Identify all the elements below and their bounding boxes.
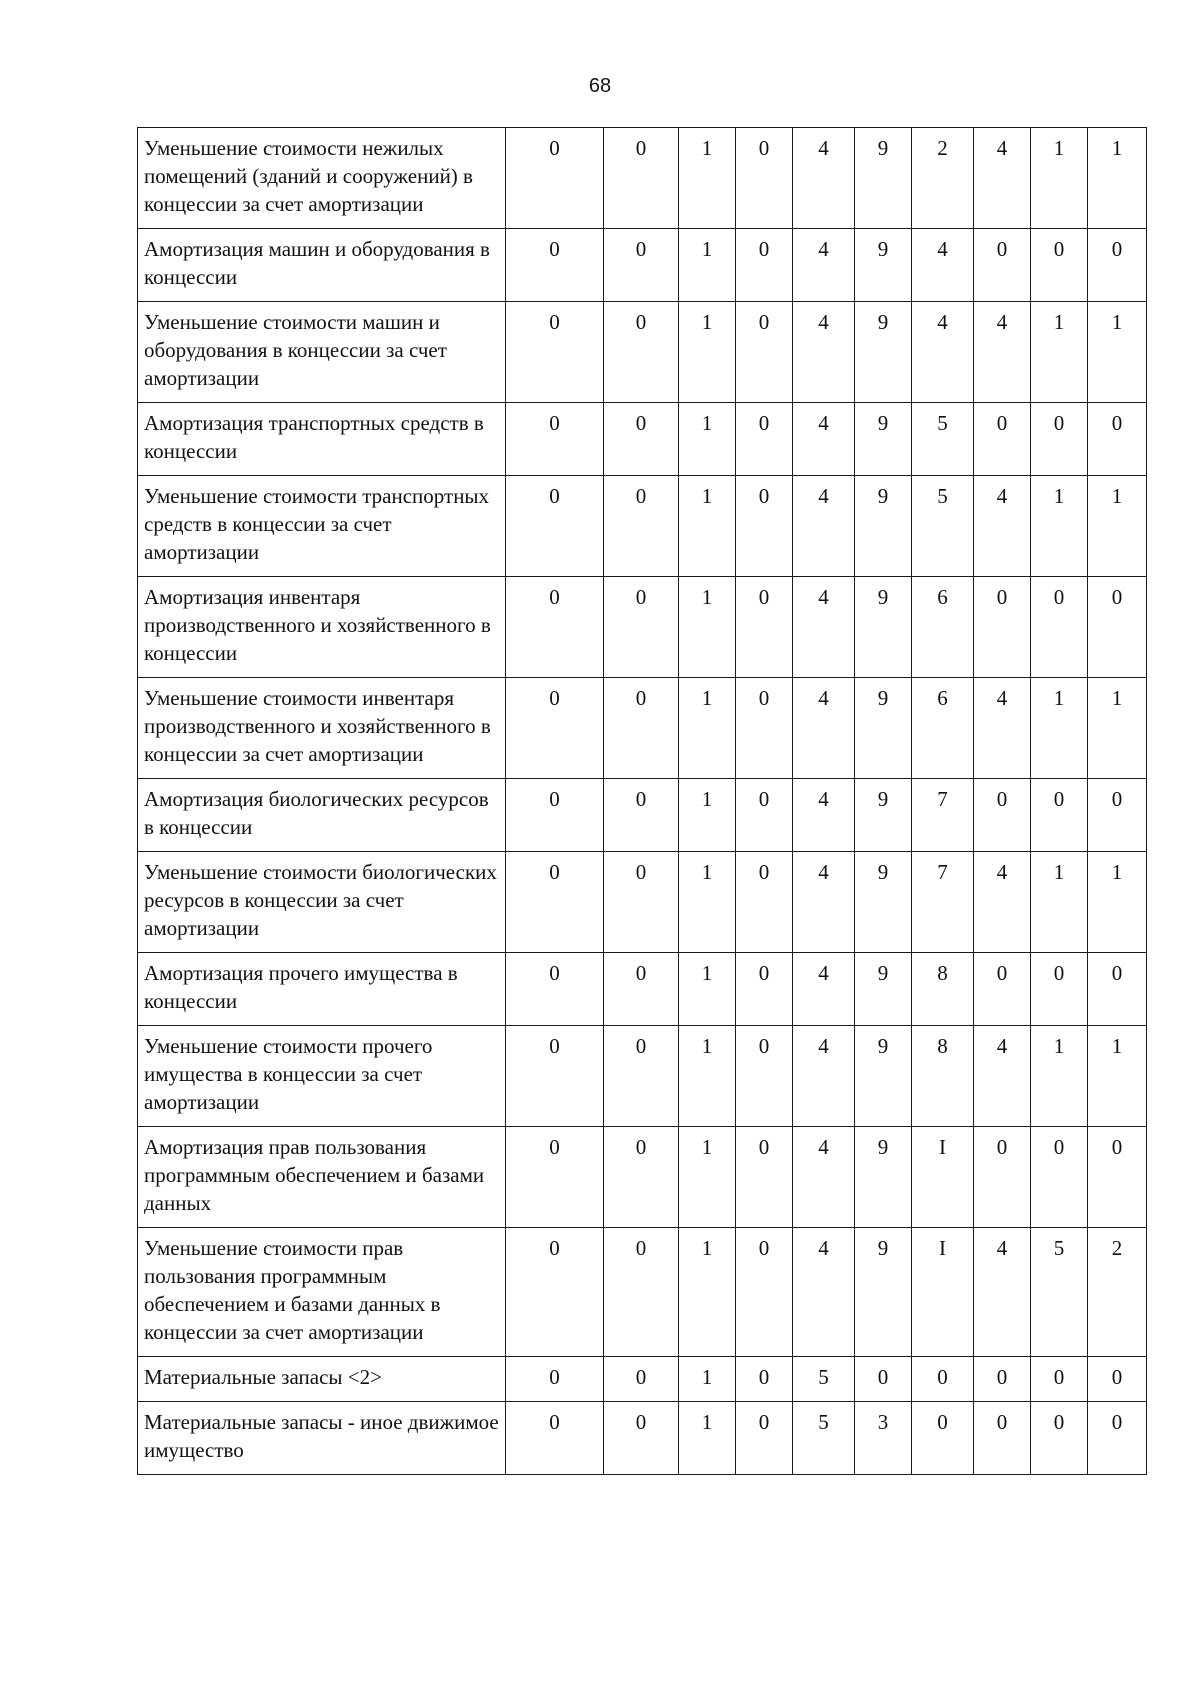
code-digit-3: 1 [679, 953, 736, 1026]
table-row [138, 577, 1147, 678]
code-digit-6: 9 [855, 779, 912, 852]
code-digit-10: 0 [1088, 779, 1147, 852]
code-digit-1: 0 [506, 678, 604, 779]
code-digit-5: 4 [793, 678, 855, 779]
code-digit-6: 9 [855, 1026, 912, 1127]
code-digit-8: 4 [974, 128, 1031, 229]
code-digit-3: 1 [679, 678, 736, 779]
code-digit-1: 0 [506, 953, 604, 1026]
code-digit-6: 9 [855, 852, 912, 953]
code-digit-7: 5 [912, 403, 974, 476]
row-label: Амортизация транспортных средств в концессии [138, 403, 506, 476]
row-label: Амортизация прав пользования программным обеспечением и базами данных [138, 1127, 506, 1228]
code-digit-6: 9 [855, 229, 912, 302]
code-digit-4: 0 [736, 1357, 793, 1402]
code-digit-7: 8 [912, 953, 974, 1026]
code-digit-10: 1 [1088, 1026, 1147, 1127]
code-digit-1: 0 [506, 577, 604, 678]
code-digit-3: 1 [679, 852, 736, 953]
code-digit-3: 1 [679, 577, 736, 678]
code-digit-6: 9 [855, 577, 912, 678]
code-digit-2: 0 [604, 1357, 679, 1402]
code-digit-3: 1 [679, 1228, 736, 1357]
code-digit-10: 0 [1088, 953, 1147, 1026]
row-label: Амортизация машин и оборудования в концессии [138, 229, 506, 302]
code-digit-3: 1 [679, 1357, 736, 1402]
code-digit-1: 0 [506, 1228, 604, 1357]
code-digit-4: 0 [736, 128, 793, 229]
code-digit-8: 4 [974, 1026, 1031, 1127]
code-digit-1: 0 [506, 476, 604, 577]
code-digit-7: I [912, 1127, 974, 1228]
row-label: Уменьшение стоимости нежилых помещений (зданий и сооружений) в концессии за счет амортизации [138, 128, 506, 229]
code-digit-6: 9 [855, 128, 912, 229]
code-digit-2: 0 [604, 1402, 679, 1475]
code-digit-1: 0 [506, 852, 604, 953]
code-digit-5: 4 [793, 128, 855, 229]
code-digit-10: 0 [1088, 577, 1147, 678]
code-digit-8: 0 [974, 577, 1031, 678]
code-digit-10: 0 [1088, 403, 1147, 476]
code-digit-10: 2 [1088, 1228, 1147, 1357]
code-digit-1: 0 [506, 1026, 604, 1127]
code-digit-10: 1 [1088, 678, 1147, 779]
code-digit-1: 0 [506, 128, 604, 229]
code-digit-9: 0 [1031, 953, 1088, 1026]
code-digit-2: 0 [604, 229, 679, 302]
table-row [138, 229, 1147, 302]
code-digit-5: 4 [793, 1127, 855, 1228]
code-digit-8: 0 [974, 1357, 1031, 1402]
row-label: Уменьшение стоимости прочего имущества в концессии за счет амортизации [138, 1026, 506, 1127]
table-row [138, 1026, 1147, 1127]
row-label: Уменьшение стоимости транспортных средств в концессии за счет амортизации [138, 476, 506, 577]
code-digit-6: 9 [855, 1127, 912, 1228]
code-digit-2: 0 [604, 476, 679, 577]
code-digit-3: 1 [679, 476, 736, 577]
code-digit-7: 5 [912, 476, 974, 577]
code-digit-4: 0 [736, 1026, 793, 1127]
code-digit-4: 0 [736, 953, 793, 1026]
code-digit-4: 0 [736, 229, 793, 302]
table-row [138, 476, 1147, 577]
code-digit-4: 0 [736, 1228, 793, 1357]
code-digit-2: 0 [604, 1228, 679, 1357]
table-row [138, 302, 1147, 403]
code-digit-7: I [912, 1228, 974, 1357]
row-label: Материальные запасы - иное движимое имущество [138, 1402, 506, 1475]
code-digit-2: 0 [604, 403, 679, 476]
code-digit-1: 0 [506, 1402, 604, 1475]
code-digit-7: 6 [912, 678, 974, 779]
code-digit-6: 0 [855, 1357, 912, 1402]
code-digit-3: 1 [679, 403, 736, 476]
code-digit-4: 0 [736, 852, 793, 953]
row-label: Уменьшение стоимости машин и оборудования в концессии за счет амортизации [138, 302, 506, 403]
account-codes-table [137, 127, 1147, 1475]
code-digit-5: 4 [793, 403, 855, 476]
code-digit-3: 1 [679, 1026, 736, 1127]
table-row [138, 1228, 1147, 1357]
code-digit-2: 0 [604, 1127, 679, 1228]
code-digit-1: 0 [506, 302, 604, 403]
code-digit-1: 0 [506, 1127, 604, 1228]
code-digit-10: 0 [1088, 229, 1147, 302]
code-digit-8: 0 [974, 953, 1031, 1026]
code-digit-10: 1 [1088, 852, 1147, 953]
row-label: Уменьшение стоимости прав пользования программным обеспечением и базами данных в концессии за счет амортизации [138, 1228, 506, 1357]
code-digit-7: 0 [912, 1402, 974, 1475]
table-row [138, 678, 1147, 779]
code-digit-3: 1 [679, 302, 736, 403]
code-digit-3: 1 [679, 779, 736, 852]
code-digit-4: 0 [736, 779, 793, 852]
code-digit-10: 1 [1088, 476, 1147, 577]
code-digit-5: 5 [793, 1357, 855, 1402]
code-digit-9: 1 [1031, 852, 1088, 953]
row-label: Материальные запасы <2> [138, 1357, 506, 1402]
code-digit-5: 4 [793, 953, 855, 1026]
code-digit-5: 4 [793, 476, 855, 577]
code-digit-8: 4 [974, 852, 1031, 953]
row-label: Уменьшение стоимости биологических ресурсов в концессии за счет амортизации [138, 852, 506, 953]
code-digit-1: 0 [506, 1357, 604, 1402]
code-digit-5: 4 [793, 229, 855, 302]
code-digit-10: 0 [1088, 1127, 1147, 1228]
code-digit-6: 9 [855, 953, 912, 1026]
code-digit-10: 0 [1088, 1357, 1147, 1402]
code-digit-8: 4 [974, 302, 1031, 403]
code-digit-9: 0 [1031, 1402, 1088, 1475]
code-digit-6: 9 [855, 1228, 912, 1357]
code-digit-9: 0 [1031, 577, 1088, 678]
table-row [138, 1127, 1147, 1228]
code-digit-6: 9 [855, 403, 912, 476]
row-label: Амортизация прочего имущества в концессии [138, 953, 506, 1026]
code-digit-5: 4 [793, 1228, 855, 1357]
code-digit-2: 0 [604, 953, 679, 1026]
code-digit-9: 0 [1031, 779, 1088, 852]
code-digit-5: 4 [793, 1026, 855, 1127]
code-digit-4: 0 [736, 577, 793, 678]
code-digit-10: 1 [1088, 128, 1147, 229]
code-digit-4: 0 [736, 302, 793, 403]
code-digit-8: 4 [974, 476, 1031, 577]
code-digit-2: 0 [604, 779, 679, 852]
code-digit-8: 0 [974, 779, 1031, 852]
code-digit-5: 5 [793, 1402, 855, 1475]
code-digit-4: 0 [736, 1127, 793, 1228]
code-digit-6: 9 [855, 302, 912, 403]
code-digit-2: 0 [604, 678, 679, 779]
code-digit-5: 4 [793, 779, 855, 852]
table-row [138, 953, 1147, 1026]
code-digit-9: 0 [1031, 229, 1088, 302]
code-digit-7: 0 [912, 1357, 974, 1402]
code-digit-7: 4 [912, 302, 974, 403]
code-digit-7: 6 [912, 577, 974, 678]
code-digit-9: 1 [1031, 678, 1088, 779]
table-row [138, 1357, 1147, 1402]
code-digit-1: 0 [506, 229, 604, 302]
code-digit-3: 1 [679, 1402, 736, 1475]
code-digit-4: 0 [736, 678, 793, 779]
code-digit-9: 0 [1031, 403, 1088, 476]
code-digit-9: 1 [1031, 1026, 1088, 1127]
code-digit-2: 0 [604, 1026, 679, 1127]
code-digit-1: 0 [506, 403, 604, 476]
code-digit-3: 1 [679, 229, 736, 302]
code-digit-2: 0 [604, 577, 679, 678]
row-label: Амортизация инвентаря производственного и хозяйственного в концессии [138, 577, 506, 678]
code-digit-8: 0 [974, 1127, 1031, 1228]
table-row [138, 852, 1147, 953]
code-digit-5: 4 [793, 577, 855, 678]
code-digit-3: 1 [679, 1127, 736, 1228]
code-digit-9: 1 [1031, 476, 1088, 577]
code-digit-6: 9 [855, 476, 912, 577]
table-row [138, 779, 1147, 852]
code-digit-2: 0 [604, 128, 679, 229]
code-digit-8: 4 [974, 1228, 1031, 1357]
code-digit-7: 7 [912, 779, 974, 852]
code-digit-9: 1 [1031, 302, 1088, 403]
code-digit-5: 4 [793, 852, 855, 953]
code-digit-3: 1 [679, 128, 736, 229]
table-row [138, 128, 1147, 229]
page-number: 68 [588, 75, 612, 97]
code-digit-9: 1 [1031, 128, 1088, 229]
code-digit-8: 0 [974, 1402, 1031, 1475]
code-digit-4: 0 [736, 1402, 793, 1475]
code-digit-7: 4 [912, 229, 974, 302]
code-digit-2: 0 [604, 302, 679, 403]
code-digit-9: 5 [1031, 1228, 1088, 1357]
code-digit-9: 0 [1031, 1127, 1088, 1228]
row-label: Уменьшение стоимости инвентаря производственного и хозяйственного в концессии за счет амортизации [138, 678, 506, 779]
code-digit-6: 9 [855, 678, 912, 779]
code-digit-5: 4 [793, 302, 855, 403]
code-digit-8: 4 [974, 678, 1031, 779]
code-digit-7: 7 [912, 852, 974, 953]
code-digit-4: 0 [736, 476, 793, 577]
code-digit-7: 8 [912, 1026, 974, 1127]
code-digit-10: 1 [1088, 302, 1147, 403]
row-label: Амортизация биологических ресурсов в концессии [138, 779, 506, 852]
code-digit-2: 0 [604, 852, 679, 953]
code-digit-8: 0 [974, 229, 1031, 302]
table-row [138, 403, 1147, 476]
code-digit-7: 2 [912, 128, 974, 229]
code-digit-10: 0 [1088, 1402, 1147, 1475]
table-row [138, 1402, 1147, 1475]
code-digit-4: 0 [736, 403, 793, 476]
code-digit-8: 0 [974, 403, 1031, 476]
code-digit-9: 0 [1031, 1357, 1088, 1402]
table-body [138, 128, 1147, 1475]
code-digit-6: 3 [855, 1402, 912, 1475]
code-digit-1: 0 [506, 779, 604, 852]
